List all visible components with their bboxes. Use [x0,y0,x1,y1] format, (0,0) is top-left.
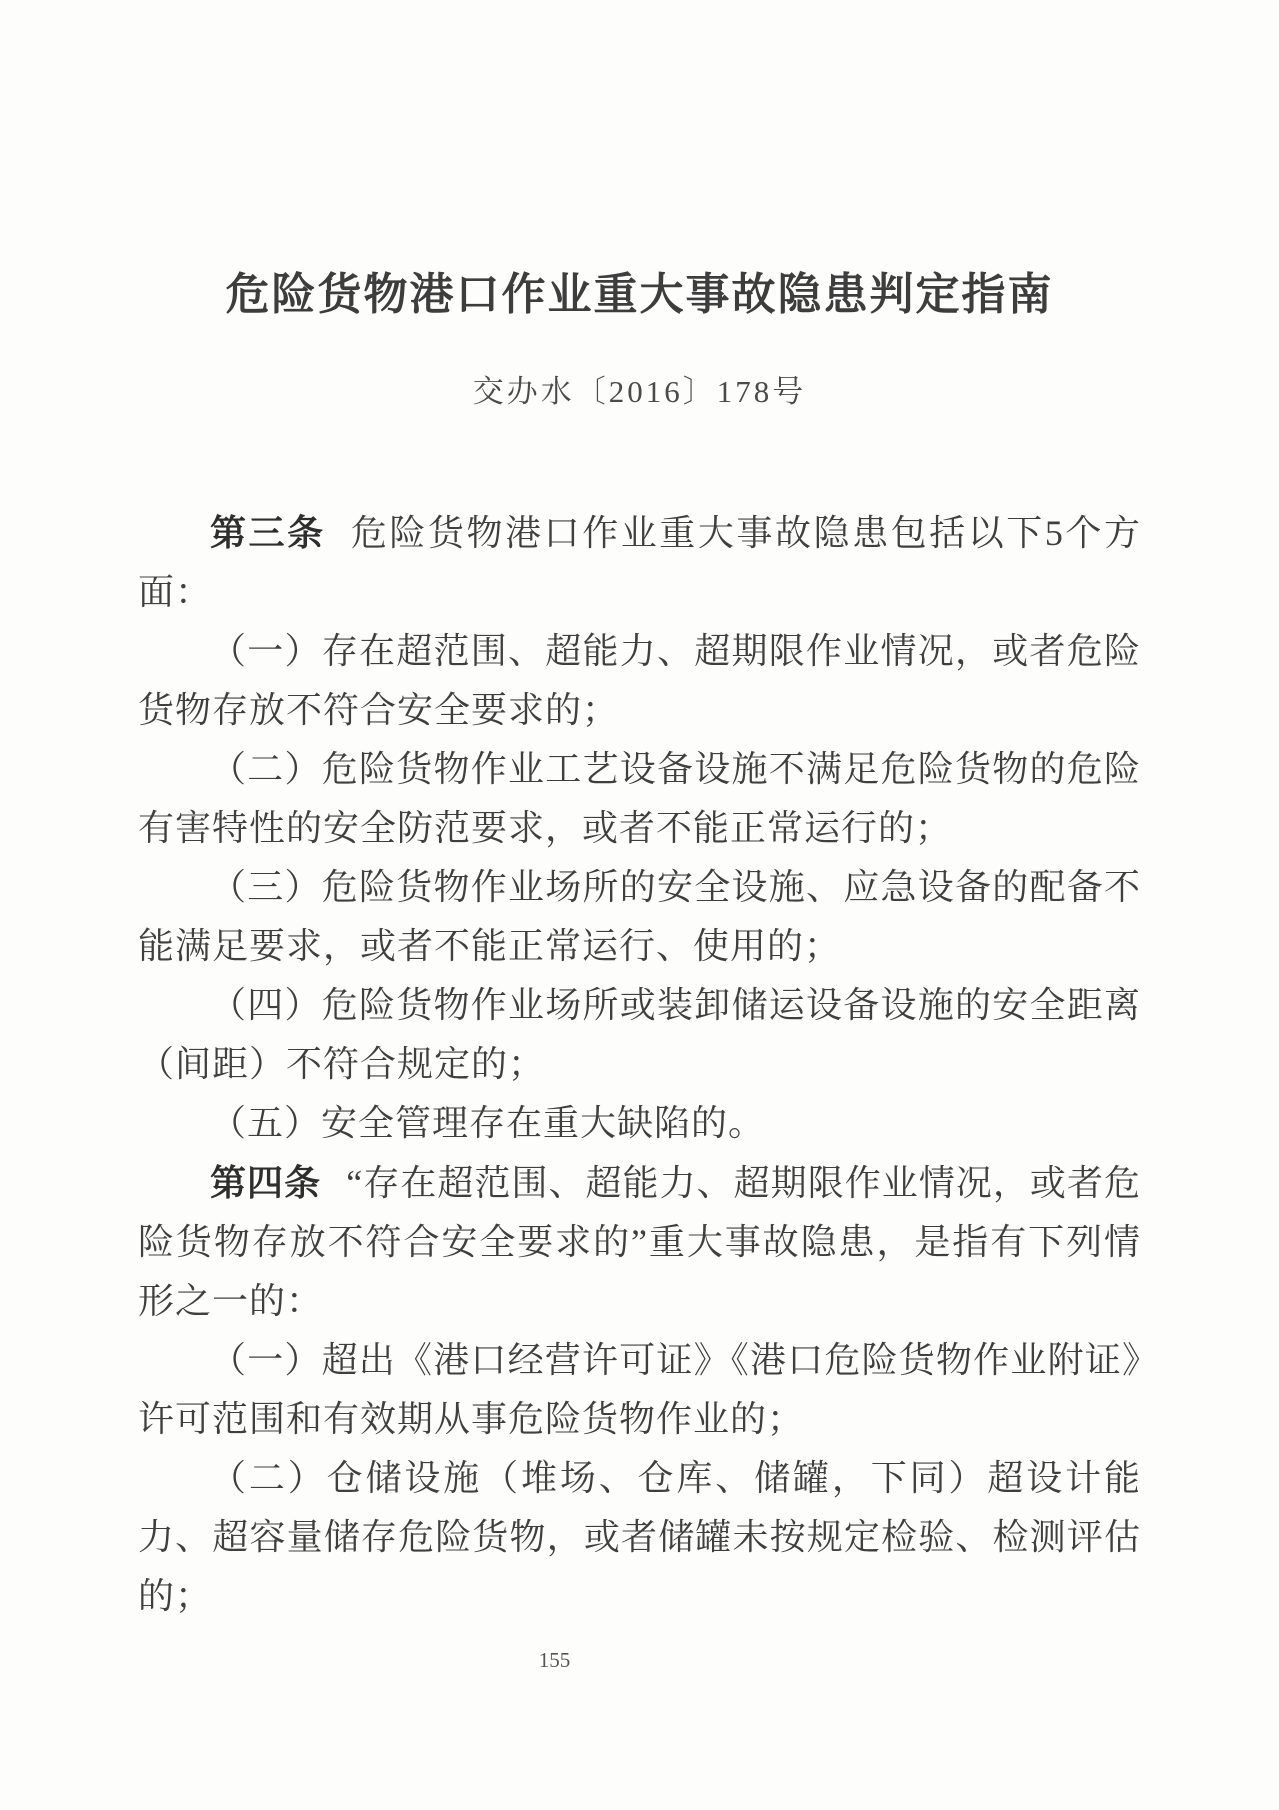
article-3-item-2 [138,740,1141,858]
article-3-item-1 [138,622,1141,740]
article-4-text: “存在超范围、超能力、超期限作业情况，或者危险货物存放不符合安全要求的”重大事故隐患，是指有下列情形之一的： [138,1163,1141,1321]
article-4-label: 第四条 [210,1162,322,1203]
document-body [138,503,1141,1626]
article-3-intro [138,503,1141,622]
article-3-label: 第三条 [210,512,326,553]
article-3-item-1-text: （一）存在超范围、超能力、超期限作业情况，或者危险货物存放不符合安全要求的； [138,631,1141,730]
document-title: 危险货物港口作业重大事故隐患判定指南 [225,270,1054,319]
article-4-item-1-text: （一）超出《港口经营许可证》《港口危险货物作业附证》许可范围和有效期从事危险货物作业的； [138,1340,1141,1439]
article-3-item-4 [138,976,1141,1094]
article-4-item-1 [138,1331,1141,1449]
article-4-item-2-text: （二）仓储设施（堆场、仓库、储罐，下同）超设计能力、超容量储存危险货物，或者储罐未按规定检验、检测评估的； [138,1458,1141,1616]
article-4-item-2 [138,1449,1141,1626]
article-3-item-5 [138,1094,1141,1153]
article-3-text: 危险货物港口作业重大事故隐患包括以下5个方面： [138,513,1141,612]
document-number: 交办水〔2016〕178号 [472,374,807,409]
article-3-item-4-text: （四）危险货物作业场所或装卸储运设备设施的安全距离（间距）不符合规定的； [138,985,1141,1084]
article-3-item-3 [138,858,1141,976]
article-3-item-2-text: （二）危险货物作业工艺设备设施不满足危险货物的危险有害特性的安全防范要求，或者不能正常运行的； [138,749,1141,848]
article-3-item-5-text: （五）安全管理存在重大缺陷的。 [210,1103,766,1143]
article-4-intro [138,1153,1141,1331]
page-number: 155 [538,1648,571,1672]
article-3-item-3-text: （三）危险货物作业场所的安全设施、应急设备的配备不能满足要求，或者不能正常运行、使用的； [138,867,1141,966]
